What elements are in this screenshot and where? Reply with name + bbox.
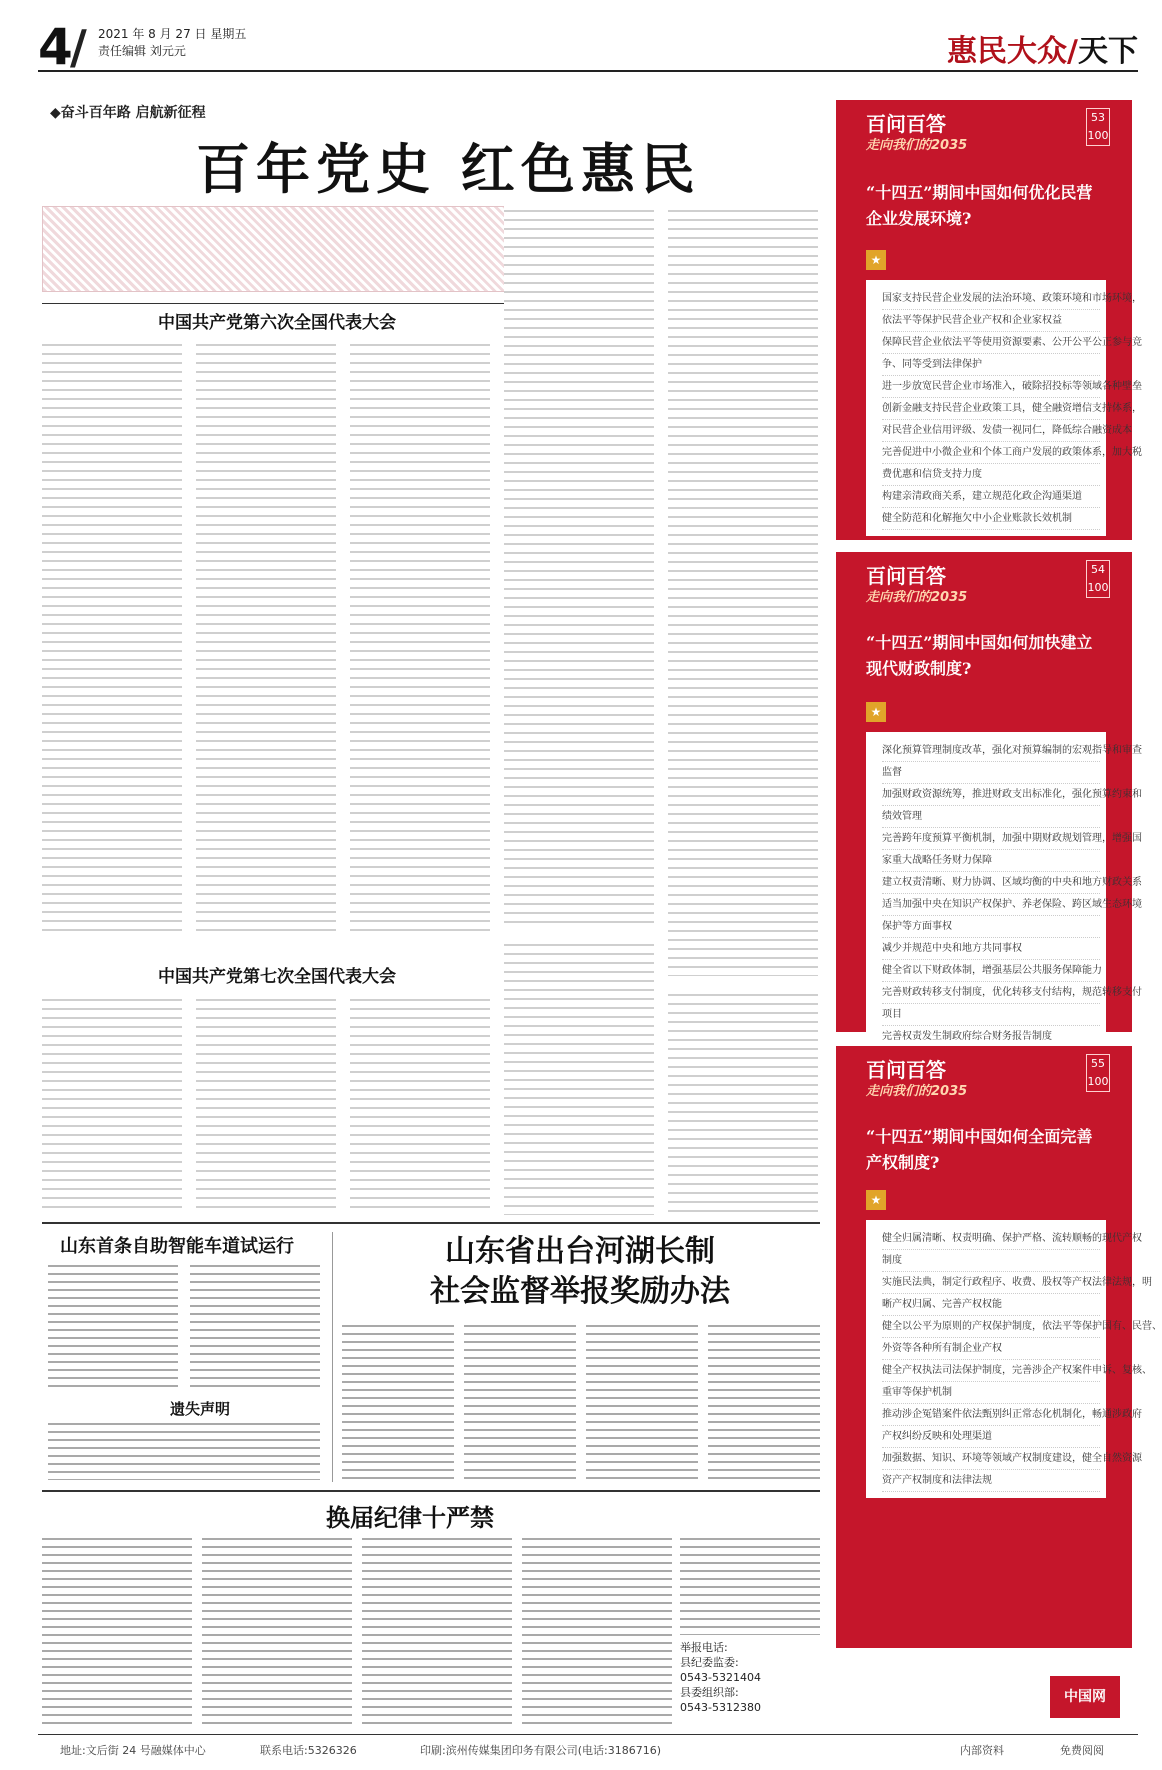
article-column	[190, 1262, 320, 1392]
article-column	[42, 1535, 192, 1725]
divider	[42, 303, 522, 304]
contact-phone: 0543-5312380	[680, 1701, 761, 1714]
footer-free: 免费阅阅	[1060, 1744, 1104, 1757]
footer-phone: 联系电话:5326326	[260, 1744, 357, 1757]
panel-total: 100	[1087, 1075, 1109, 1088]
footer-address: 地址:文后街 24 号融媒体中心	[60, 1744, 206, 1757]
panel-number: 54	[1091, 563, 1105, 576]
article-column	[586, 1322, 698, 1482]
panel-index	[1086, 1054, 1110, 1092]
section-title-seventh: 中国共产党第七次全国代表大会	[158, 967, 396, 987]
answer-item: 构建亲清政商关系，建立规范化政企沟通渠道	[882, 486, 1100, 508]
panel-total: 100	[1087, 581, 1109, 594]
headline-river-line1: 山东省出台河湖长制	[445, 1234, 715, 1269]
panel-number: 55	[1091, 1057, 1105, 1070]
article-column	[362, 1535, 512, 1725]
panel-question: “十四五”期间中国如何全面完善产权制度?	[866, 1127, 1093, 1172]
answer-item: 保障民营企业依法平等使用资源要素、公开公平公正参与竞	[882, 332, 1100, 354]
main-title: 百年党史 红色惠民	[196, 137, 701, 201]
article-column	[196, 995, 336, 1215]
answer-item: 加强财政资源统筹，推进财政支出标准化，强化预算约束和	[882, 784, 1100, 806]
panel-index	[1086, 560, 1110, 598]
divider	[42, 1222, 820, 1224]
article-column	[504, 206, 654, 926]
answer-item: 资产产权制度和法律法规	[882, 1470, 1100, 1492]
answer-item: 晰产权归属、完善产权权能	[882, 1294, 1100, 1316]
answer-item: 适当加强中央在知识产权保护、养老保险、跨区域生态环境	[882, 894, 1100, 916]
article-column	[196, 340, 336, 935]
article-column	[48, 1262, 178, 1392]
answer-item: 监督	[882, 762, 1100, 784]
panel-logo: 百问百答	[866, 564, 946, 588]
contact-label: 县纪委监委:	[680, 1656, 739, 1669]
section-name: 天下	[1078, 34, 1138, 69]
article-column	[350, 340, 490, 935]
report-contact	[680, 1640, 761, 1715]
answer-item: 绩效管理	[882, 806, 1100, 828]
notice-text	[48, 1420, 320, 1480]
headline-self-driving: 山东首条自助智能车道试运行	[60, 1236, 294, 1257]
contact-label: 举报电话:	[680, 1641, 728, 1654]
editor-line: 责任编辑 刘元元	[98, 44, 186, 58]
panel-total: 100	[1087, 129, 1109, 142]
china-net-stamp: 中国网	[1050, 1676, 1120, 1718]
answer-item: 项目	[882, 1004, 1100, 1026]
answer-item: 依法平等保护民营企业产权和企业家权益	[882, 310, 1100, 332]
qa-panel-54	[836, 552, 1142, 1042]
panel-index	[1086, 108, 1110, 146]
panel-logo: 百问百答	[866, 112, 946, 136]
panel-number: 53	[1091, 111, 1105, 124]
article-column	[342, 1322, 454, 1482]
footer-rule	[38, 1734, 1138, 1735]
masthead-bar	[38, 18, 1138, 76]
answer-item: 重审等保护机制	[882, 1382, 1100, 1404]
article-column	[668, 990, 818, 1215]
answer-item: 创新金融支持民营企业政策工具，健全融资增信支持体系，	[882, 398, 1100, 420]
answer-item: 健全产权执法司法保护制度，完善涉企产权案件申诉、复核、	[882, 1360, 1100, 1382]
star-icon: ★	[866, 1190, 886, 1210]
answer-item: 进一步放宽民营企业市场准入，破除招投标等领域各种壁垒	[882, 376, 1100, 398]
lost-notice-title: 遗失声明	[169, 1400, 230, 1418]
answer-item: 深化预算管理制度改革，强化对预算编制的宏观指导和审查	[882, 740, 1100, 762]
answer-item: 对民营企业信用评级、发债一视同仁，降低综合融资成本	[882, 420, 1100, 442]
brand-name: 惠民大众	[947, 34, 1068, 69]
panel-question: “十四五”期间中国如何优化民营企业发展环境?	[866, 183, 1093, 228]
article-column	[708, 1322, 820, 1482]
series-kicker: ◆奋斗百年路 启航新征程	[50, 105, 206, 121]
article-column	[42, 340, 182, 935]
panel-logo: 百问百答	[866, 1058, 946, 1082]
date-line	[98, 26, 246, 60]
answer-item: 保护等方面事权	[882, 916, 1100, 938]
panel-answer-list	[866, 1220, 1162, 1498]
masthead-slash: /	[70, 20, 87, 74]
panel-logo-sub: 走向我们的2035	[866, 590, 968, 605]
footer-internal: 内部资料	[960, 1744, 1004, 1757]
star-icon: ★	[866, 702, 886, 722]
answer-item: 完善财政转移支付制度，优化转移支付结构，规范转移支付	[882, 982, 1100, 1004]
answer-item: 家重大战略任务财力保障	[882, 850, 1100, 872]
footer	[0, 1738, 1158, 1760]
headline-discipline: 换届纪律十严禁	[326, 1503, 494, 1532]
star-icon: ★	[866, 250, 886, 270]
answer-item: 健全省以下财政体制，增强基层公共服务保障能力	[882, 960, 1100, 982]
answer-item: 建立权责清晰、财力协调、区域均衡的中央和地方财政关系	[882, 872, 1100, 894]
answer-item: 争、同等受到法律保护	[882, 354, 1100, 376]
panel-question: “十四五”期间中国如何加快建立现代财政制度?	[866, 633, 1093, 678]
answer-item: 健全防范和化解拖欠中小企业账款长效机制	[882, 508, 1100, 530]
article-column	[522, 1535, 672, 1725]
answer-item: 费优惠和信贷支持力度	[882, 464, 1100, 486]
article-column	[668, 206, 818, 976]
answer-item: 产权纠纷反映和处理渠道	[882, 1426, 1100, 1448]
lead-paragraph	[42, 206, 520, 292]
answer-item: 制度	[882, 1250, 1100, 1272]
article-column	[202, 1535, 352, 1725]
article-column	[680, 1535, 820, 1635]
answer-item: 减少并规范中央和地方共同事权	[882, 938, 1100, 960]
article-column	[42, 995, 182, 1215]
article-column	[464, 1322, 576, 1482]
answer-item: 实施民法典，制定行政程序、收费、股权等产权法律法规，明	[882, 1272, 1100, 1294]
page-number: 4	[38, 18, 73, 76]
qa-panel-53	[836, 100, 1142, 540]
answer-item: 完善权责发生制政府综合财务报告制度	[882, 1026, 1100, 1048]
brand-title: 惠民大众/天下	[947, 34, 1138, 69]
answer-item: 健全以公平为原则的产权保护制度，依法平等保护国有、民营、	[882, 1316, 1100, 1338]
panel-answer-list	[866, 732, 1142, 1076]
answer-item: 外资等各种所有制企业产权	[882, 1338, 1100, 1360]
answer-item: 加强数据、知识、环境等领域产权制度建设，健全自然资源	[882, 1448, 1100, 1470]
divider	[42, 1490, 820, 1492]
panel-logo-sub: 走向我们的2035	[866, 138, 968, 153]
qa-panel-55	[836, 1046, 1162, 1648]
answer-item: 健全归属清晰、权责明确、保护严格、流转顺畅的现代产权	[882, 1228, 1100, 1250]
panel-answer-list	[866, 280, 1142, 536]
article-column	[504, 940, 654, 1215]
contact-label: 县委组织部:	[680, 1686, 739, 1699]
section-title-sixth: 中国共产党第六次全国代表大会	[158, 313, 396, 333]
answer-item: 国家支持民营企业发展的法治环境、政策环境和市场环境，	[882, 288, 1100, 310]
headline-river	[340, 1232, 820, 1312]
contact-phone: 0543-5321404	[680, 1671, 761, 1684]
footer-printer: 印刷:滨州传媒集团印务有限公司(电话:3186716)	[420, 1744, 661, 1757]
answer-item: 完善跨年度预算平衡机制，加强中期财政规划管理，增强国	[882, 828, 1100, 850]
answer-item: 完善促进中小微企业和个体工商户发展的政策体系，加大税	[882, 442, 1100, 464]
issue-date: 2021 年 8 月 27 日 星期五	[98, 27, 247, 41]
answer-item: 推动涉企冤错案件依法甄别纠正常态化机制化，畅通涉政府	[882, 1404, 1100, 1426]
divider	[332, 1232, 333, 1482]
headline-river-line2: 社会监督举报奖励办法	[430, 1274, 730, 1309]
panel-logo-sub: 走向我们的2035	[866, 1084, 968, 1099]
article-column	[350, 995, 490, 1215]
